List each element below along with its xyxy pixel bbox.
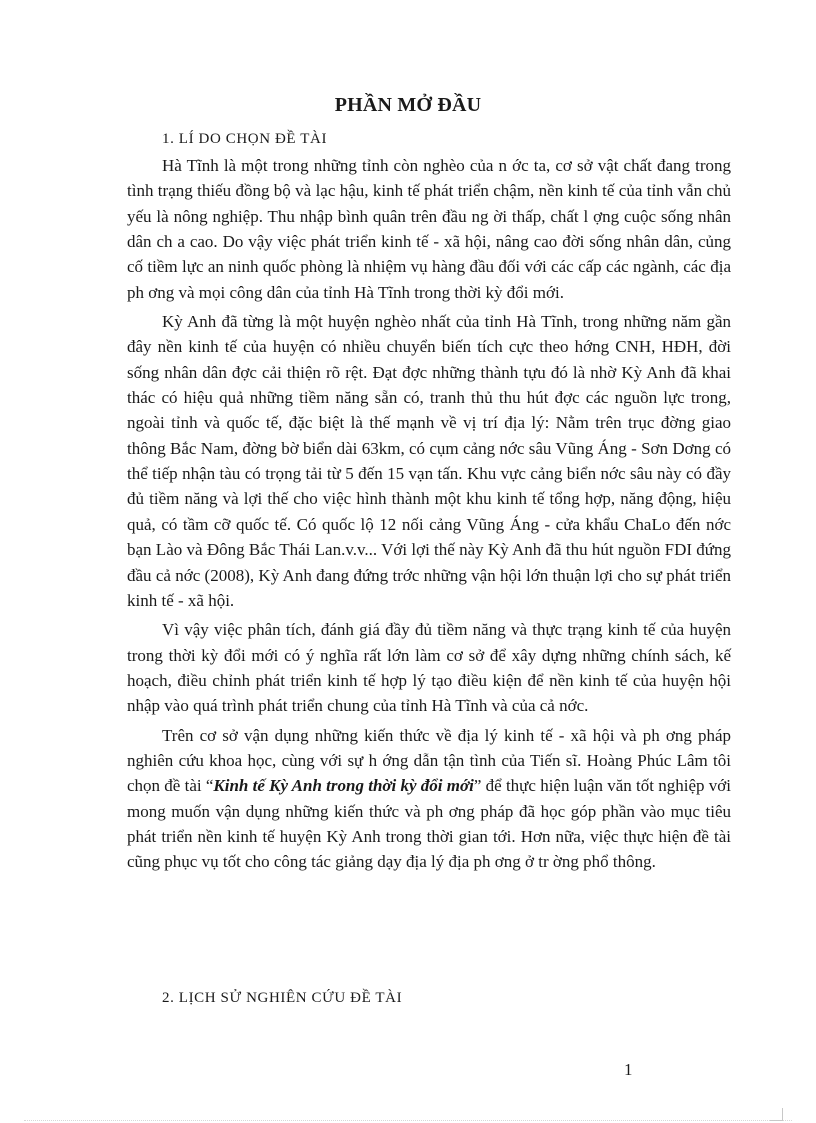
paragraph-4-text-before: Trên cơ sở vận dụng những kiến thức về địa lý kinh tế - xã hội và ph ơng pháp nghiên cứu khoa học, cùng với sự h ớng dẫn tận tình của Tiến sĩ. Hoàng Phúc Lâm tôi chọn đề tài “ [127,725,731,796]
paragraph-2: Kỳ Anh đã từng là một huyện nghèo nhất của tỉnh Hà Tĩnh, trong những năm gần đây nền kinh tế của huyện có nhiều chuyển biến tích cực theo hớng CNH, HĐH, đời sống nhân dân đợc cải thiện rõ rệt. Đạt đợc những thành tựu đó là nhờ Kỳ Anh đã khai thác có hiệu quả những tiềm năng sẵn có, tranh thủ thu hút đợc các nguồn lực trong, ngoài tỉnh và quốc tế, đặc biệt là thế mạnh về vị trí địa lý: Nằm trên trục đờng giao thông Bắc Nam, đờng bờ biển dài 63km, có cụm cảng nớc sâu Vũng Áng - Sơn Dơng có thể tiếp nhận tàu có trọng tải từ 5 đến 15 vạn tấn. Khu vực cảng biển nớc sâu này có đầy đủ tiềm năng và lợi thế cho việc hình thành một khu kinh tế tổng hợp, năng động, hiệu quả, có tầm cỡ quốc tế. Có quốc lộ 12 nối cảng Vũng Áng - cửa khẩu ChaLo đến nớc bạn Lào và Đông Bắc Thái Lan.v.v... Với lợi thế này Kỳ Anh đã thu hút nguồn FDI đứng đầu cả nớc (2008), Kỳ Anh đang đứng trớc những vận hội lớn thuận lợi cho sự phát triển kinh tế - xã hội. [127,312,731,610]
thesis-title-emphasis: Kinh tế Kỳ Anh trong thời kỳ đổi mới [213,776,474,796]
page-bottom-border [24,1120,792,1121]
section-heading-1: 1. LÍ DO CHỌN ĐỀ TÀI [162,131,328,147]
body-text [127,153,731,879]
section-heading-2: 2. LỊCH SỬ NGHIÊN CỨU ĐỀ TÀI [162,990,403,1006]
paragraph-4 [127,723,731,875]
paragraph-1: Hà Tĩnh là một trong những tỉnh còn nghèo của n ớc ta, cơ sở vật chất đang trong tình trạng thiếu đồng bộ và lạc hậu, kinh tế phát triển chậm, nền kinh tế của tỉnh vẫn chủ yếu là nông nghiệp. Thu nhập bình quân trên đầu ng ời thấp, chất l ợng cuộc sống nhân dân ch a cao. Do vậy việc phát triển kinh tế - xã hội, nâng cao đời sống nhân dân, củng cố tiềm lực an ninh quốc phòng là nhiệm vụ hàng đầu đối với các cấp các ngành, các địa ph ơng và mọi công dân của tỉnh Hà Tĩnh trong thời kỳ đổi mới. [127,156,731,302]
paragraph-3: Vì vậy việc phân tích, đánh giá đầy đủ tiềm năng và thực trạng kinh tế của huyện trong thời kỳ đổi mới có ý nghĩa rất lớn làm cơ sở để xây dựng những chính sách, kế hoạch, điều chỉnh phát triển kinh tế hợp lý tạo điều kiện để nền kinh tế của huyện hội nhập vào quá trình phát triển chung của tỉnh Hà Tĩnh và của cả nớc. [127,620,731,716]
page-corner-mark [770,1108,783,1121]
page-title: PHẦN MỞ ĐẦU [334,94,482,116]
page-number: 1 [624,1060,633,1079]
paragraph-4-text-after: ” để thực hiện luận văn tốt nghiệp với mong muốn vận dụng những kiến thức và ph ơng pháp đã học góp phần vào mục tiêu phát triển nền kinh tế huyện Kỳ Anh trong thời gian tới. Hơn nữa, việc thực hiện đề tài cũng phục vụ tốt cho công tác giảng dạy địa lý địa ph ơng ở tr ờng phổ thông. [127,776,731,872]
